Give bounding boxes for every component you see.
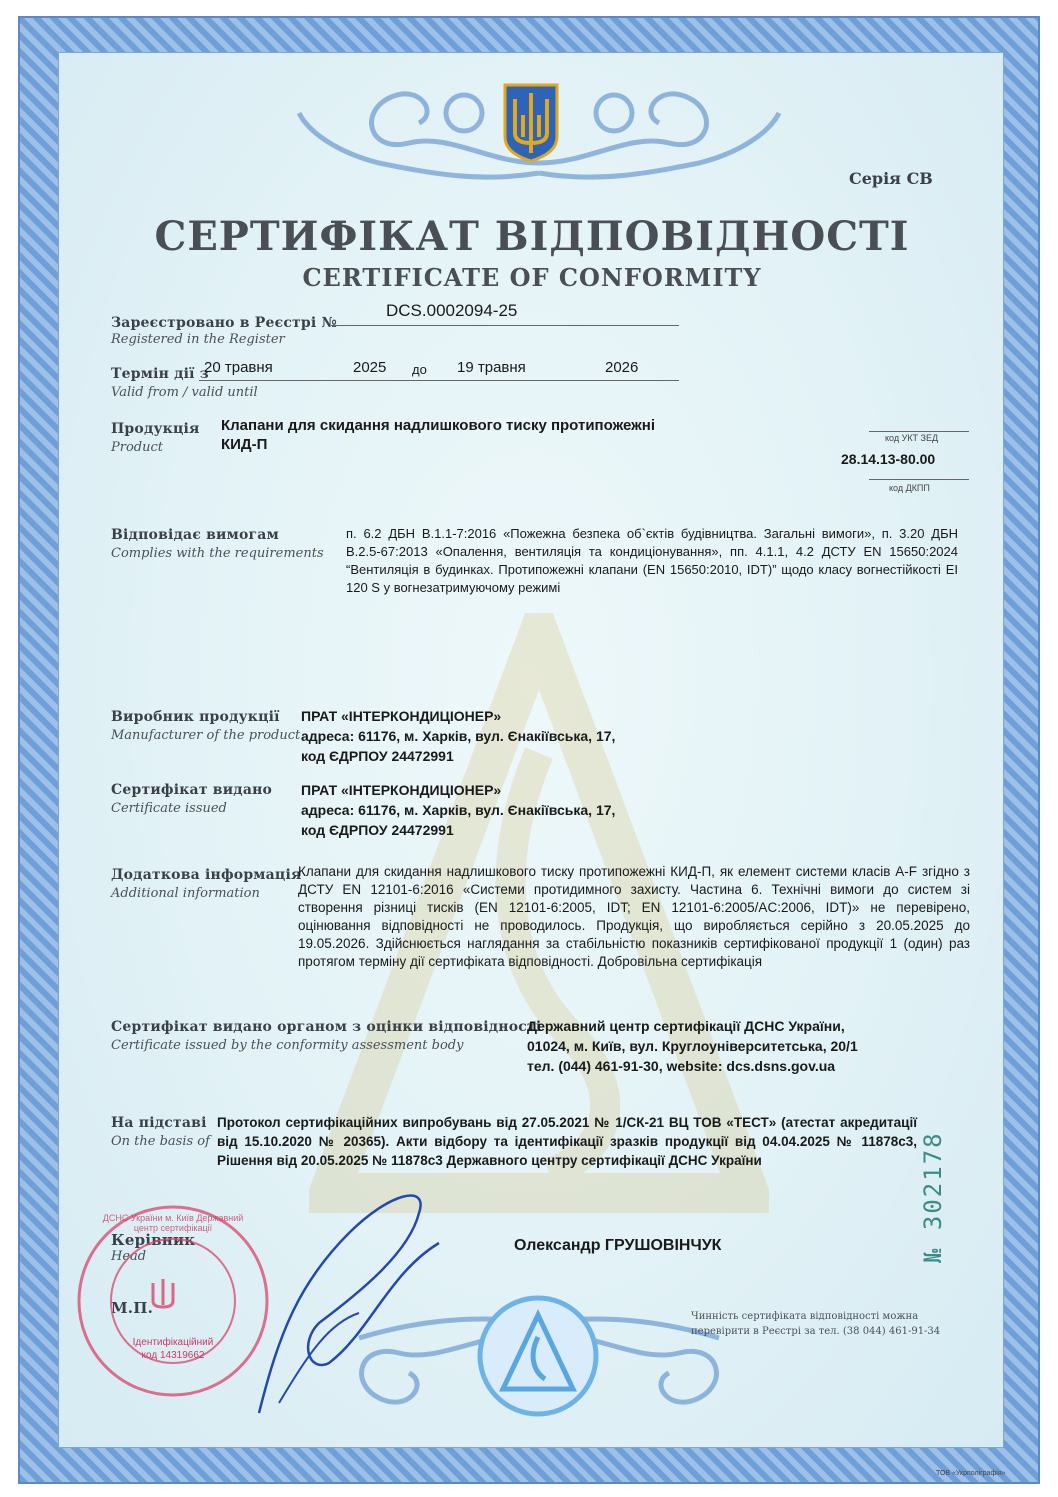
product-model: КИД-П <box>221 436 268 453</box>
requirements-text: п. 6.2 ДБН В.1.1-7:2016 «Пожежна безпека об`єктів будівництва. Загальні вимоги», п. 3.20 ДБН В.2.5-67:2013 «Опалення, вентиляція та кондиціонування», пп. 4.1.1, 4.2 ДСТУ EN 15650:2024 “Вентиляція в будинках. Протипожежні клапани (EN 15650:2010, IDT)” щодо класу вогнестійкості EI 120 S у вогнезатримуючому режимі <box>346 526 958 595</box>
validity-label-en: Valid from / valid until <box>111 385 258 400</box>
product-code: 28.14.13-80.00 <box>841 451 936 467</box>
seal-place-label: М.П. <box>111 1299 154 1317</box>
valid-to-year: 2026 <box>605 359 639 376</box>
verify-note-line1: Чинність сертифіката відповідності можна <box>691 1311 919 1322</box>
issued-to-name: ПРАТ «ІНТЕРКОНДИЦІОНЕР» <box>301 782 502 798</box>
series-label: Серія СВ <box>849 169 933 188</box>
valid-from-year: 2025 <box>353 359 387 376</box>
registry-number: DCS.0002094-25 <box>386 301 518 320</box>
complies-label-en: Complies with the requirements <box>111 546 324 561</box>
issued-to-code: код ЄДРПОУ 24472991 <box>301 822 454 838</box>
assessment-body-contacts: тел. (044) 461-91-30, website: dcs.dsns.gov.ua <box>527 1058 836 1074</box>
seal-inner-label: Ідентифікаційний <box>132 1337 214 1348</box>
hologram-seal-icon <box>475 1293 601 1419</box>
complies-label: Відповідає вимогам <box>111 527 279 543</box>
validity-label: Термін дії з <box>111 366 209 382</box>
additional-label: Додаткова інформація <box>111 867 302 883</box>
basis-label-en: On the basis of <box>111 1134 210 1149</box>
code-label-top: код УКТ ЗЕД <box>885 433 939 443</box>
valid-to-word: до <box>412 362 427 377</box>
head-label-en: Head <box>111 1249 147 1264</box>
issued-label: Сертифікат видано <box>111 782 273 798</box>
title-english: CERTIFICATE OF CONFORMITY <box>302 263 762 292</box>
assessment-body-label: Сертифікат видано органом з оцінки відповідності <box>111 1019 542 1035</box>
additional-label-en: Additional information <box>111 886 260 901</box>
head-name: Олександр ГРУШОВІНЧУК <box>514 1237 722 1254</box>
assessment-body-label-en: Certificate issued by the conformity assessment body <box>111 1038 464 1053</box>
basis-label: На підставі <box>111 1115 207 1131</box>
handwritten-signature <box>239 1173 459 1423</box>
product-label: Продукція <box>111 421 200 437</box>
serial-number: № 302178 <box>919 1131 947 1263</box>
manufacturer-address: адреса: 61176, м. Харків, вул. Єнакіївська, 17, <box>301 728 616 744</box>
additional-info-text: Клапани для скидання надлишкового тиску протипожежні КИД-П, як елемент системи класів A-F згідно з ДСТУ EN 12101-6:2016 «Системи протидимного захисту. Частина 6. Технічні вимоги до систем зі створення різниці тисків (EN 12101-6:2005, IDT; EN 12101-6:2005/AC:2006, IDT)» не перевірено, оцінювання відповідності не проводилось. Продукція, що виробляється серійно з 20.05.2025 до 19.05.2026. Здійснюється наглядання за стабільністю показників сертифікованої продукції 1 (один) раз протягом терміну дії сертифіката відповідності. Добровільна сертифікація <box>298 864 970 969</box>
registered-label: Зареєстровано в Реєстрі № <box>111 315 337 331</box>
head-label: Керівник <box>111 1231 196 1249</box>
certificate-sheet <box>58 52 1004 1448</box>
verify-note-line2: перевірити в Реєстрі за тел. (38 044) 461-91-34 <box>691 1326 941 1337</box>
assessment-body-address: 01024, м. Київ, вул. Круглоуніверситетська, 20/1 <box>527 1038 858 1054</box>
manufacturer-label-en: Manufacturer of the product <box>111 728 301 743</box>
valid-from-day: 20 травня <box>204 359 273 376</box>
registered-label-en: Registered in the Register <box>111 332 285 347</box>
seal-ring-text: ДСНС України м. Київ Державний центр сертифікації <box>102 1213 244 1233</box>
issued-to-address: адреса: 61176, м. Харків, вул. Єнакіївська, 17, <box>301 802 616 818</box>
basis-text: Протокол сертифікаційних випробувань від 27.05.2021 № 1/СК-21 ВЦ ТОВ «ТЕСТ» (атестат акредитації від 15.10.2020 № 20365). Акти відбору та ідентифікації зразків продукції від 04.04.2025 № 11878с3, Рішення від 20.05.2025 № 11878с3 Державного центру сертифікації ДСНС України <box>217 1115 917 1168</box>
issued-label-en: Certificate issued <box>111 801 227 816</box>
seal-inner-code: код 14319662 <box>141 1350 205 1361</box>
product-label-en: Product <box>111 440 163 455</box>
manufacturer-code: код ЄДРПОУ 24472991 <box>301 748 454 764</box>
manufacturer-name: ПРАТ «ІНТЕРКОНДИЦІОНЕР» <box>301 708 502 724</box>
assessment-body-name: Державний центр сертифікації ДСНС України, <box>527 1018 845 1034</box>
code-label-bottom: код ДКПП <box>889 483 930 493</box>
product-name: Клапани для скидання надлишкового тиску протипожежні <box>221 417 656 434</box>
printer-label: ТОВ «Укрполіграфія» <box>936 1470 1006 1477</box>
valid-to-day: 19 травня <box>457 359 526 376</box>
trident-coat-of-arms-icon <box>501 81 561 163</box>
manufacturer-label: Виробник продукції <box>111 709 280 725</box>
title-ukrainian: СЕРТИФІКАТ ВІДПОВІДНОСТІ <box>154 213 910 260</box>
